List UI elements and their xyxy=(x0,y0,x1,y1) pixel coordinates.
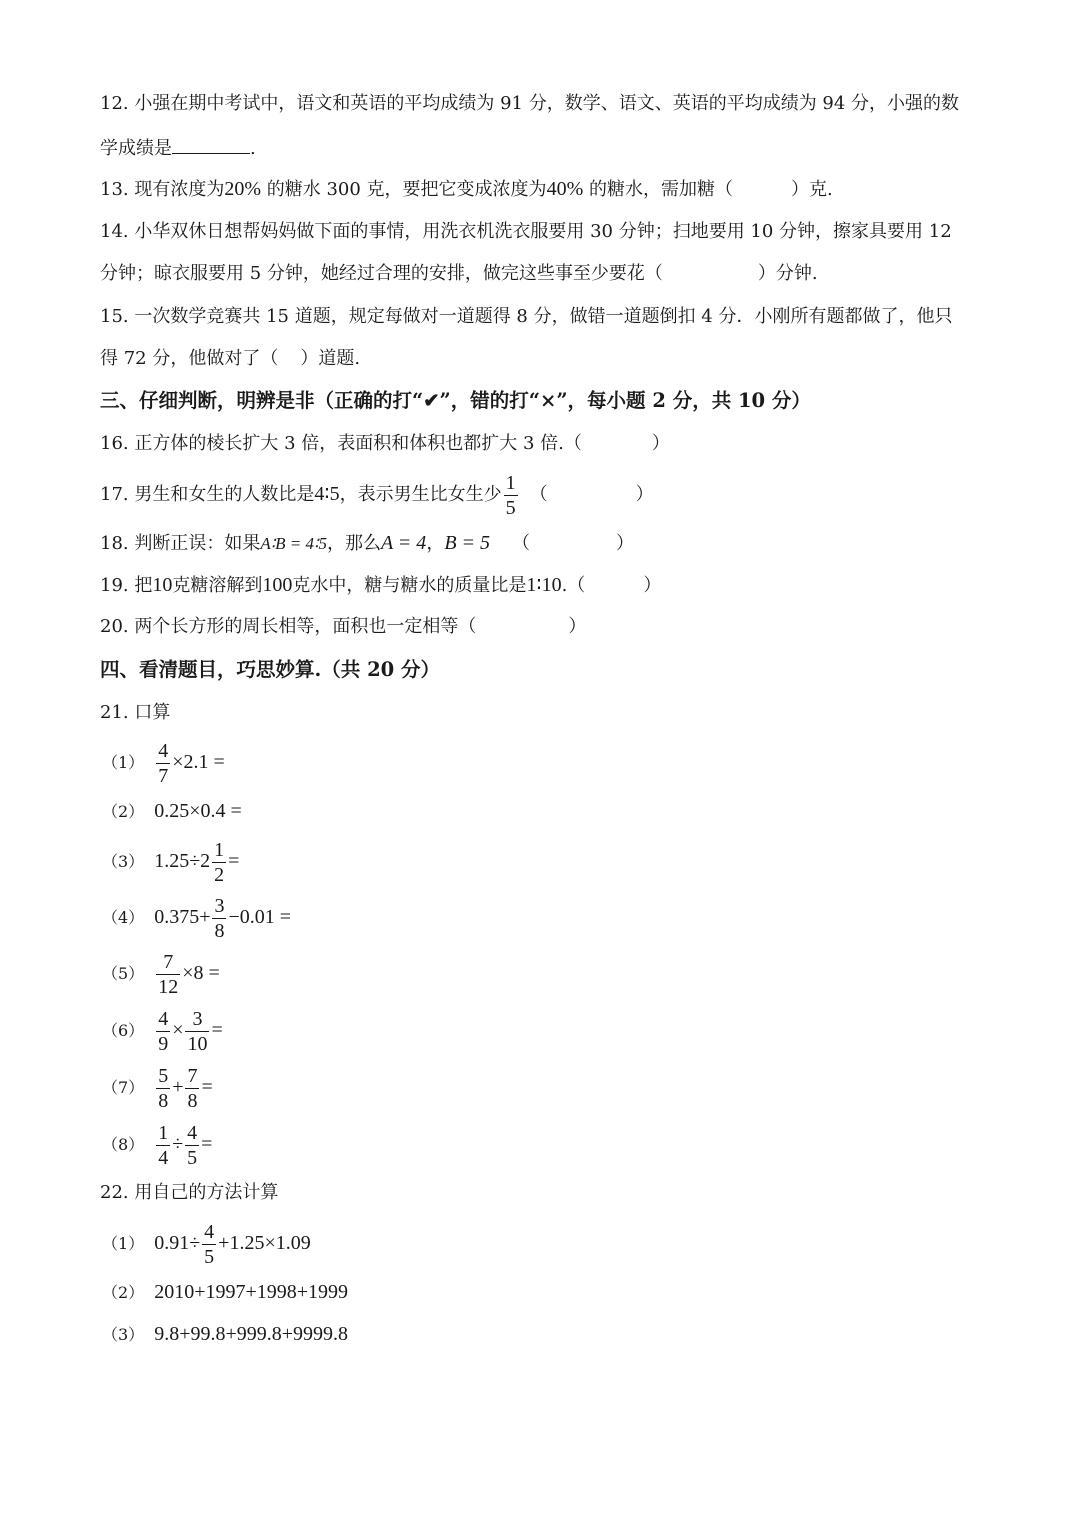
fraction-denominator: 2 xyxy=(214,863,225,886)
item-label: （5） xyxy=(102,964,145,983)
q19-ratio: 1∶10 xyxy=(526,574,562,596)
expression-end: +1.25×1.09 xyxy=(218,1232,311,1254)
q17-fraction xyxy=(504,473,518,518)
fraction-numerator: 7 xyxy=(187,1064,198,1087)
q19-prefix: 19. 把 xyxy=(100,575,153,596)
q21-text: 21. 口算 xyxy=(100,702,171,723)
q15-line2 xyxy=(100,347,360,371)
q17-ratio: 4∶5 xyxy=(314,483,340,505)
q13-prefix: 13. 现有浓度为 xyxy=(100,179,225,200)
expression: 0.375+ xyxy=(154,906,211,928)
q17-open: （ xyxy=(529,484,548,505)
q18-ratio: A∶B = 4∶5 xyxy=(260,534,327,553)
q14-text: 14. 小华双休日想帮妈妈做下面的事情，用洗衣机洗衣服要用 30 分钟；扫地要用 10 分钟，擦家具要用 12 xyxy=(100,221,952,242)
answer-blank[interactable] xyxy=(172,135,250,154)
q12-text: 12. 小强在期中考试中，语文和英语的平均成绩为 91 分，数学、语文、英语的平均成绩为 94 分，小强的数 xyxy=(100,93,960,114)
q19-value-2: 100 xyxy=(262,574,293,596)
fraction-numerator: 4 xyxy=(158,739,169,762)
q18-a-value: A = 4 xyxy=(380,532,427,554)
q22-item-2 xyxy=(102,1280,348,1305)
expression: 0.25×0.4 = xyxy=(154,800,242,822)
fraction-numerator: 1 xyxy=(214,838,225,861)
q21-item-4 xyxy=(102,890,291,945)
item-label: （4） xyxy=(102,908,145,927)
fraction-numerator: 5 xyxy=(158,1064,169,1087)
q21-item-2 xyxy=(102,799,242,824)
q17-close: ） xyxy=(635,484,654,505)
expression: 0.91÷ xyxy=(154,1232,201,1254)
fraction-denominator: 5 xyxy=(204,1245,215,1268)
q15-prefix: 得 72 分，他做对了（ xyxy=(100,348,279,369)
operator: × xyxy=(172,1019,184,1041)
item-label: （2） xyxy=(102,1283,145,1302)
fraction-numerator: 4 xyxy=(158,1007,169,1030)
q18-line xyxy=(100,531,634,556)
q19-line xyxy=(100,573,661,598)
q18-open: （ xyxy=(512,533,531,554)
q19-suffix: .（ xyxy=(561,575,586,596)
section-4-title: 四、看清题目，巧思妙算.（共 20 分） xyxy=(100,658,441,681)
fraction-numerator: 4 xyxy=(187,1121,198,1144)
expression: ×8 = xyxy=(182,962,220,984)
q21-item-1 xyxy=(102,735,225,790)
fraction xyxy=(185,1123,199,1168)
q21-item-3 xyxy=(102,834,239,889)
q21-item-5 xyxy=(102,946,220,1001)
q18-b-value: B = 5 xyxy=(444,532,491,554)
fraction-numerator: 1 xyxy=(158,1121,169,1144)
fraction xyxy=(156,741,170,786)
fraction-denominator: 8 xyxy=(214,919,225,942)
fraction-numerator: 1 xyxy=(505,471,516,494)
q15-line1 xyxy=(100,305,952,329)
fraction xyxy=(212,840,226,885)
fraction-numerator: 3 xyxy=(214,894,225,917)
expression: ×2.1 = xyxy=(172,751,225,773)
expression-end: = xyxy=(228,850,240,872)
expression-end: = xyxy=(211,1019,223,1041)
item-label: （2） xyxy=(102,802,145,821)
q13-percent-1: 20% xyxy=(224,178,262,200)
fraction-numerator: 3 xyxy=(185,1009,209,1032)
fraction-denominator: 8 xyxy=(187,1089,198,1112)
expression: 9.8+99.8+999.8+9999.8 xyxy=(154,1323,349,1345)
q18-sep: ， xyxy=(426,533,445,554)
q13-percent-2: 40% xyxy=(546,178,584,200)
fraction-numerator: 4 xyxy=(204,1220,215,1243)
q19-close: ） xyxy=(643,575,662,596)
q15-suffix: ）道题. xyxy=(300,348,361,369)
q12-suffix: . xyxy=(250,138,256,159)
q16-close: ） xyxy=(651,433,670,454)
expression-end: = xyxy=(201,1076,213,1098)
q21-item-8 xyxy=(102,1117,212,1172)
q22-title xyxy=(100,1181,278,1205)
section-3-title: 三、仔细判断，明辨是非（正确的打“✔”，错的打“×”，每小题 2 分，共 10 分） xyxy=(100,389,811,412)
item-label: （6） xyxy=(102,1021,145,1040)
item-label: （1） xyxy=(102,753,145,772)
fraction-denominator: 7 xyxy=(158,764,169,787)
q19-mid-1: 克糖溶解到 xyxy=(172,575,263,596)
fraction xyxy=(156,1009,170,1054)
fraction xyxy=(212,896,226,941)
q13-mid-2: 的糖水，需加糖（ xyxy=(583,179,733,200)
fraction-denominator: 9 xyxy=(158,1032,169,1055)
section-4-heading xyxy=(100,658,440,682)
fraction xyxy=(156,1123,170,1168)
fraction xyxy=(156,1066,170,1111)
q14-line2 xyxy=(100,262,818,286)
q14-line1 xyxy=(100,220,952,244)
fraction-denominator: 10 xyxy=(187,1032,208,1055)
q12-line1 xyxy=(100,92,959,116)
fraction-denominator: 8 xyxy=(158,1089,169,1112)
section-3-heading xyxy=(100,389,811,413)
q17-mid: ，表示男生比女生少 xyxy=(339,484,502,505)
item-label: （8） xyxy=(102,1135,145,1154)
q13-line xyxy=(100,177,833,202)
q18-prefix: 18. 判断正误：如果 xyxy=(100,533,261,554)
q21-item-7 xyxy=(102,1060,213,1115)
q15-text: 15. 一次数学竞赛共 15 道题，规定每做对一道题得 8 分，做错一道题倒扣 4 分．小刚所有题都做了，他只 xyxy=(100,306,953,327)
q20-close: ） xyxy=(568,616,587,637)
q21-item-6 xyxy=(102,1003,223,1058)
fraction-numerator: 7 xyxy=(156,952,180,975)
q22-text: 22. 用自己的方法计算 xyxy=(100,1182,279,1203)
item-label: （7） xyxy=(102,1078,145,1097)
expression-end: −0.01 = xyxy=(228,906,292,928)
fraction xyxy=(156,952,180,997)
q21-title xyxy=(100,701,170,725)
q22-item-3 xyxy=(102,1322,348,1347)
fraction-denominator: 4 xyxy=(158,1146,169,1169)
fraction-denominator: 5 xyxy=(187,1146,198,1169)
q22-item-1 xyxy=(102,1216,311,1271)
q17-prefix: 17. 男生和女生的人数比是 xyxy=(100,484,315,505)
expression-end: = xyxy=(201,1133,213,1155)
q14-suffix: ）分钟. xyxy=(757,263,818,284)
q18-mid: ，那么 xyxy=(326,533,381,554)
fraction xyxy=(185,1009,209,1054)
expression: 2010+1997+1998+1999 xyxy=(154,1281,349,1303)
q18-close: ） xyxy=(616,533,635,554)
q12-line2 xyxy=(100,135,256,161)
q19-mid-2: 克水中，糖与糖水的质量比是 xyxy=(292,575,527,596)
q13-mid-1: 的糖水 300 克，要把它变成浓度为 xyxy=(261,179,547,200)
q20-text: 20. 两个长方形的周长相等，面积也一定相等（ xyxy=(100,616,477,637)
q16-text: 16. 正方体的棱长扩大 3 倍，表面积和体积也都扩大 3 倍.（ xyxy=(100,433,582,454)
fraction-denominator: 5 xyxy=(505,496,516,519)
fraction xyxy=(185,1066,199,1111)
item-label: （3） xyxy=(102,852,145,871)
operator: + xyxy=(172,1076,184,1098)
operator: ÷ xyxy=(172,1133,184,1155)
fraction-denominator: 12 xyxy=(158,975,179,998)
q20-line xyxy=(100,615,586,639)
expression: 1.25÷2 xyxy=(154,850,211,872)
q17-line xyxy=(100,466,654,523)
q19-value-1: 10 xyxy=(152,574,173,596)
q14-prefix: 分钟；晾衣服要用 5 分钟，她经过合理的安排，做完这些事至少要花（ xyxy=(100,263,663,284)
fraction xyxy=(202,1222,216,1267)
q16-line xyxy=(100,432,670,456)
item-label: （3） xyxy=(102,1325,145,1344)
q12-prefix: 学成绩是 xyxy=(100,138,172,159)
item-label: （1） xyxy=(102,1234,145,1253)
q13-suffix: ）克. xyxy=(790,179,833,200)
